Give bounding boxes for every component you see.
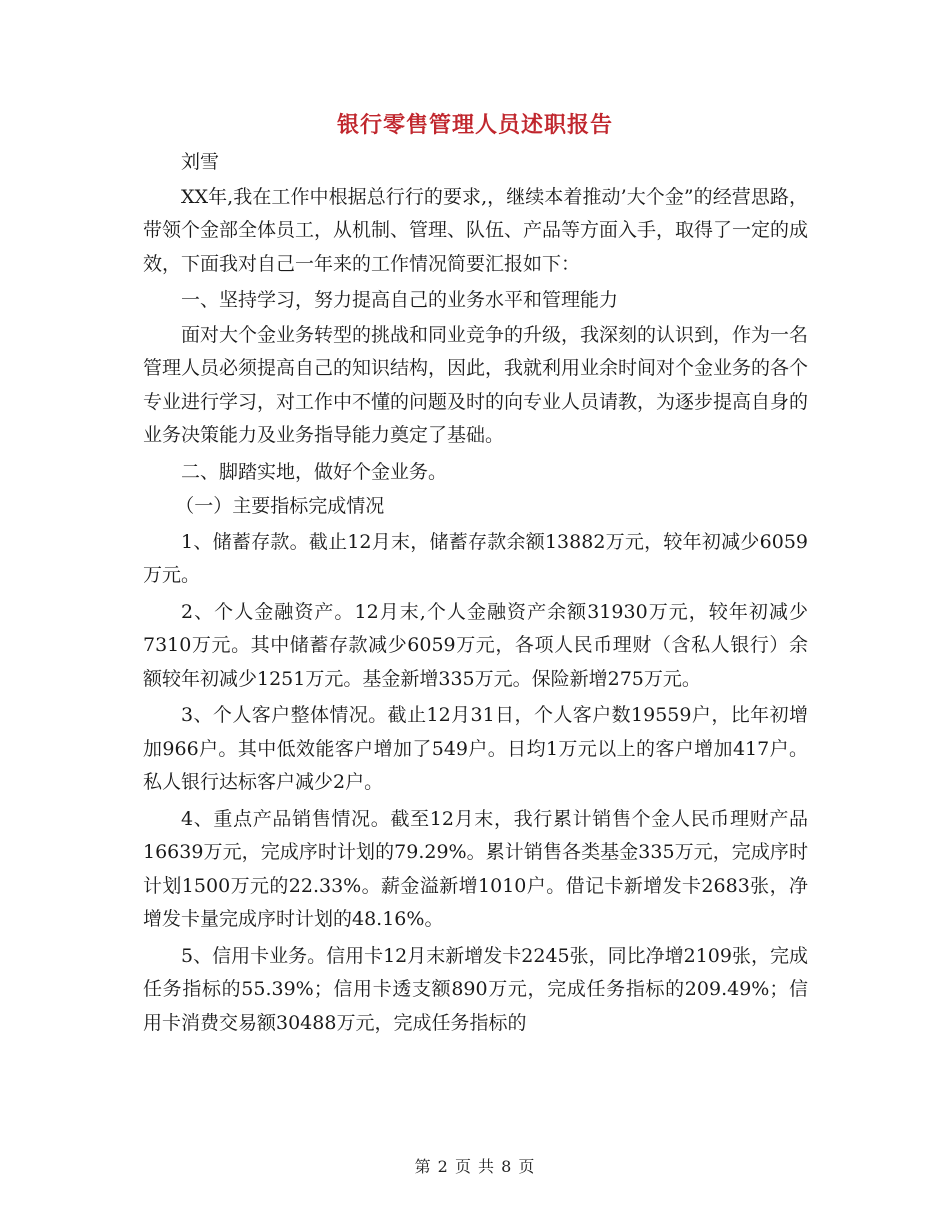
section-heading-1: 一、坚持学习，努力提高自己的业务水平和管理能力 [181, 289, 619, 311]
intro-paragraph: XX年,我在工作中根据总行行的要求,，继续本着推动’大个金”的经营思路，带领个金部全体员工，从机制、管理、队伍、产品等方面入手，取得了一定的成效，下面我对自己一年来的工作情况简要汇报如下： [143, 185, 809, 275]
item-personal-financial-assets: 2、个人金融资产。12月末,个人金融资产余额31930万元，较年初减少7310万元。其中储蓄存款减少6059万元，各项人民币理财（含私人银行）余额较年初减少1251万元。基金新增335万元。保险新增275万元。 [143, 600, 808, 690]
document-title: 银行零售管理人员述职报告 [336, 112, 613, 138]
item-credit-card-business: 5、信用卡业务。信用卡12月末新增发卡2245张，同比净增2109张，完成任务指标的55.39%；信用卡透支额890万元，完成任务指标的209.49%；信用卡消费交易额30488万元，完成任务指标的 [143, 944, 808, 1034]
item-personal-customers: 3、个人客户整体情况。截止12月31日，个人客户数19559户，比年初增加966户。其中低效能客户增加了549户。日均1万元以上的客户增加417户。私人银行达标客户减少2户。 [143, 704, 808, 793]
page-number-footer: 第 2 页 共 8 页 [414, 1157, 536, 1176]
item-savings-deposits: 1、储蓄存款。截止12月末，储蓄存款余额13882万元，较年初减少6059万元。 [143, 530, 808, 586]
author-name: 刘雪 [181, 151, 220, 173]
section-1-paragraph: 面对大个金业务转型的挑战和同业竞争的升级，我深刻的认识到，作为一名管理人员必须提高自己的知识结构，因此，我就利用业余时间对个金业务的各个专业进行学习，对工作中不懂的问题及时的向专业人员请教，为逐步提高自身的业务决策能力及业务指导能力奠定了基础。 [143, 323, 809, 446]
item-key-product-sales: 4、重点产品销售情况。截至12月末，我行累计销售个金人民币理财产品16639万元，完成序时计划的79.29%。累计销售各类基金335万元，完成序时计划1500万元的22.33%。薪金溢新增1010户。借记卡新增发卡2683张，净增发卡量完成序时计划的48.16%。 [143, 807, 808, 930]
subsection-heading-1: （一）主要指标完成情况 [175, 495, 385, 517]
document-body [143, 146, 808, 1043]
section-heading-2: 二、脚踏实地，做好个金业务。 [181, 460, 448, 483]
